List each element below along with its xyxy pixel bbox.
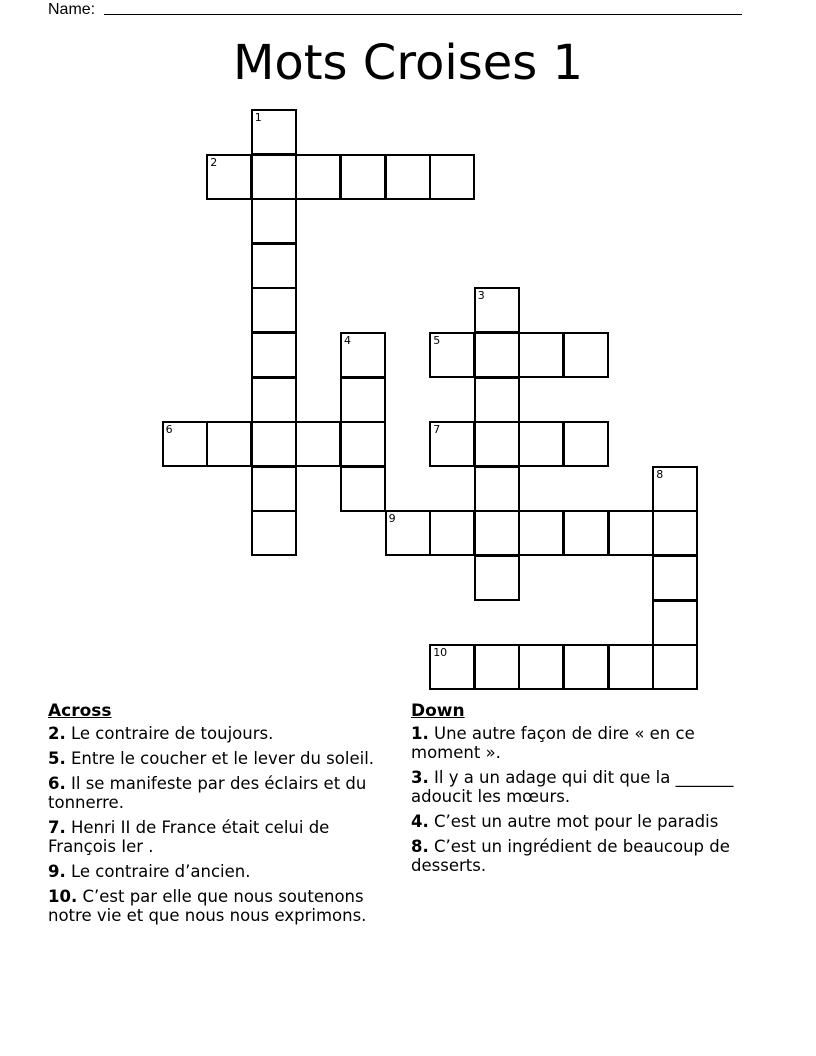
grid-cell[interactable]	[251, 466, 297, 512]
grid-cell[interactable]	[429, 510, 475, 556]
clue-number: 10.	[48, 887, 78, 906]
clue-number: 6.	[48, 774, 66, 793]
clue-text: Le contraire d’ancien.	[65, 862, 251, 881]
grid-cell[interactable]	[518, 644, 564, 690]
puzzle-title: Mots Croises 1	[232, 35, 584, 91]
across-clue	[48, 818, 400, 856]
grid-cell[interactable]	[563, 421, 609, 467]
grid-cell[interactable]	[652, 600, 698, 646]
across-clue-list	[48, 724, 400, 925]
grid-cell[interactable]	[429, 154, 475, 200]
clue-number: 4.	[411, 812, 429, 831]
name-label: Name:	[48, 1, 96, 18]
grid-cell[interactable]	[474, 287, 520, 333]
grid-cell[interactable]	[251, 109, 297, 155]
grid-cell[interactable]	[206, 421, 252, 467]
grid-cell[interactable]	[251, 198, 297, 244]
across-clue	[48, 862, 400, 881]
clue-text: C’est un autre mot pour le paradis	[428, 812, 719, 831]
grid-cell[interactable]	[652, 510, 698, 556]
grid-cell[interactable]	[518, 421, 564, 467]
grid-cell[interactable]	[518, 332, 564, 378]
grid-cell[interactable]	[251, 332, 297, 378]
down-clue	[411, 837, 761, 875]
down-clue	[411, 812, 761, 831]
grid-cell[interactable]	[295, 154, 341, 200]
grid-cell[interactable]	[429, 332, 475, 378]
grid-cell[interactable]	[295, 421, 341, 467]
cell-number: 1	[254, 111, 262, 124]
cell-number: 10	[433, 646, 448, 660]
clue-number: 2.	[48, 724, 66, 743]
grid-cell[interactable]	[251, 243, 297, 289]
grid-cell[interactable]	[340, 377, 386, 423]
clue-number: 3.	[411, 768, 429, 787]
grid-cell[interactable]	[429, 644, 475, 690]
cell-number: 7	[433, 423, 441, 437]
grid-cell[interactable]	[474, 510, 520, 556]
grid-cell[interactable]	[474, 644, 520, 690]
clue-text: Une autre façon de dire « en ce moment ».	[411, 724, 695, 762]
grid-cell[interactable]	[518, 510, 564, 556]
clue-text: C’est un ingrédient de beaucoup de desserts.	[411, 837, 730, 875]
cell-number: 2	[210, 155, 218, 169]
clue-text: C’est par elle que nous soutenons notre vie et que nous nous exprimons.	[48, 887, 367, 925]
clue-text: Le contraire de toujours.	[65, 724, 274, 743]
grid-cell[interactable]	[563, 510, 609, 556]
grid-cell[interactable]	[340, 154, 386, 200]
grid-cell[interactable]	[251, 421, 297, 467]
clue-text: Entre le coucher et le lever du soleil.	[65, 749, 375, 768]
down-clue	[411, 768, 761, 806]
grid-cell[interactable]	[608, 644, 654, 690]
grid-cell[interactable]	[474, 377, 520, 423]
grid-cell[interactable]	[385, 510, 431, 556]
grid-cell[interactable]	[652, 555, 698, 601]
grid-cell[interactable]	[206, 154, 252, 200]
clue-number: 7.	[48, 818, 66, 837]
clue-number: 8.	[411, 837, 429, 856]
across-clues	[48, 700, 400, 931]
grid-cell[interactable]	[474, 555, 520, 601]
across-clue	[48, 724, 400, 743]
grid-cell[interactable]	[251, 377, 297, 423]
grid-cell[interactable]	[340, 332, 386, 378]
grid-cell[interactable]	[563, 332, 609, 378]
grid-cell[interactable]	[474, 466, 520, 512]
across-clue	[48, 749, 400, 768]
clue-text: Il se manifeste par des éclairs et du tonnerre.	[48, 774, 367, 812]
clue-text: Henri II de France était celui de François Ier .	[48, 818, 330, 856]
cell-number: 5	[433, 334, 441, 347]
cell-number: 6	[165, 423, 173, 437]
across-clue	[48, 774, 400, 812]
grid-cell[interactable]	[340, 421, 386, 467]
cell-number: 3	[477, 289, 485, 303]
clue-number: 9.	[48, 862, 66, 881]
down-heading: Down	[411, 701, 465, 721]
grid-cell[interactable]	[608, 510, 654, 556]
grid-cell[interactable]	[251, 287, 297, 333]
down-clue-list	[411, 724, 761, 875]
down-clues	[411, 700, 761, 881]
grid-cell[interactable]	[385, 154, 431, 200]
grid-cell[interactable]	[474, 332, 520, 378]
clue-text: Il y a un adage qui dit que la _______ adoucit les mœurs.	[411, 768, 734, 806]
cell-number: 8	[656, 467, 664, 481]
grid-cell[interactable]	[563, 644, 609, 690]
across-clue	[48, 887, 400, 925]
clue-number: 5.	[48, 749, 66, 768]
grid-cell[interactable]	[251, 154, 297, 200]
cell-number: 9	[388, 512, 396, 526]
grid-cell[interactable]	[340, 466, 386, 512]
across-heading: Across	[48, 701, 112, 721]
grid-cell[interactable]	[429, 421, 475, 467]
grid-cell[interactable]	[652, 466, 698, 512]
clue-number: 1.	[411, 724, 429, 743]
cell-number: 4	[344, 334, 351, 347]
grid-cell[interactable]	[652, 644, 698, 690]
down-clue	[411, 724, 761, 762]
grid-cell[interactable]	[251, 510, 297, 556]
grid-cell[interactable]	[474, 421, 520, 467]
grid-cell[interactable]	[162, 421, 208, 467]
